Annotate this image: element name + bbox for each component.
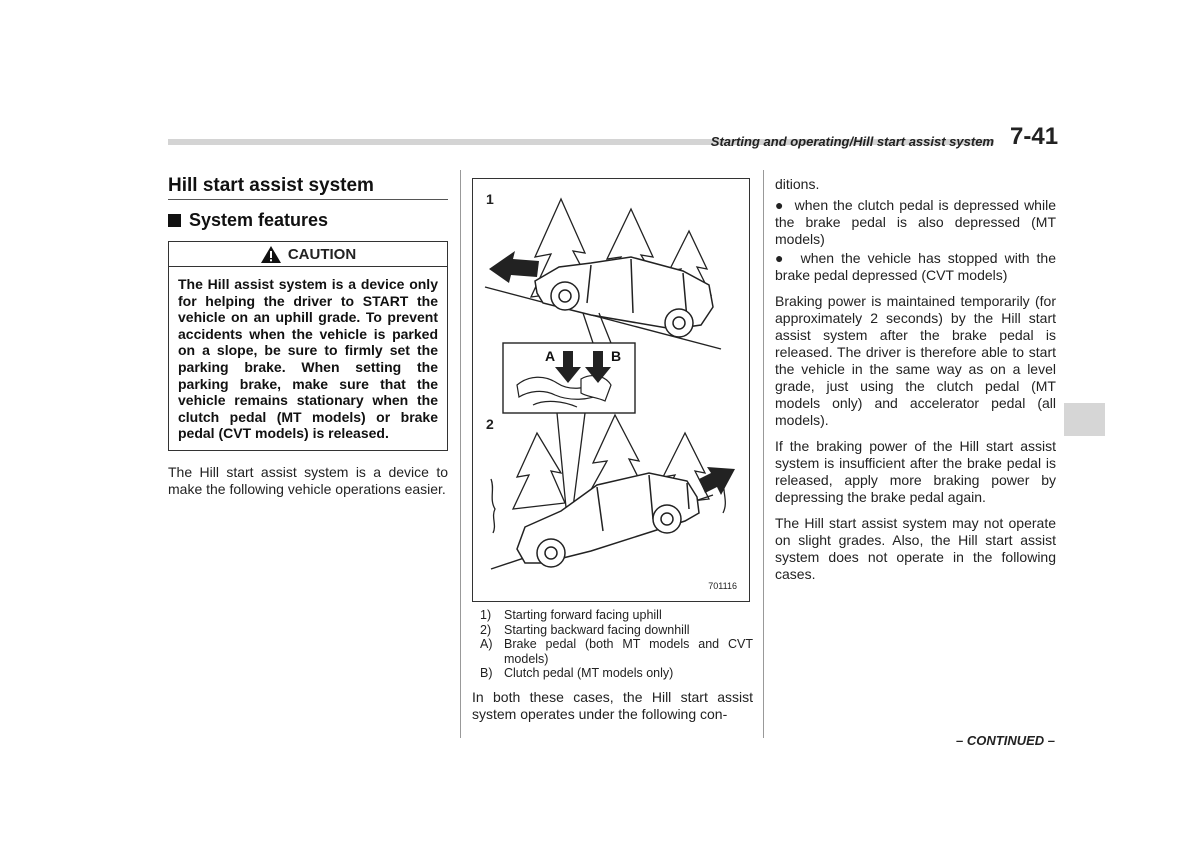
condition-bullet [775, 197, 1056, 248]
figure-legend [472, 608, 753, 681]
legend-text: Brake pedal (both MT models and CVT models) [504, 637, 753, 666]
section-heading: Hill start assist system [168, 175, 448, 200]
condition-text: when the vehicle has stopped with the brake pedal depressed (CVT models) [775, 250, 1056, 283]
insufficient-braking-paragraph: If the braking power of the Hill start assist system is insufficient after the brake pedal is released, apply more braking power by depressing the brake pedal again. [775, 438, 1056, 505]
legend-item [472, 666, 753, 681]
column-3 [775, 176, 1056, 592]
condition-text: when the clutch pedal is depressed while the brake pedal is also depressed (MT models) [775, 197, 1056, 247]
figure-label-a: A [545, 348, 556, 364]
column-1 [168, 175, 448, 507]
legend-item [472, 608, 753, 623]
continuation-text: ditions. [775, 176, 820, 192]
legend-item [472, 637, 753, 666]
bullet-dot-icon: ● [775, 197, 795, 213]
direction-arrow-icon [489, 251, 539, 283]
legend-key: B) [480, 666, 493, 680]
bullet-dot-icon: ● [775, 250, 801, 266]
braking-power-paragraph: Braking power is maintained temporarily (for approximately 2 seconds) by the Hill start assist system after the brake pedal is released. The driver is therefore able to start the vehicle in the same way as on a level grade, just using the clutch pedal (MT models only) and accelerator pedal (all models). [775, 293, 1056, 428]
caution-header [169, 242, 447, 267]
legend-text: Clutch pedal (MT models only) [504, 666, 674, 680]
legend-text: Starting backward facing downhill [504, 622, 690, 637]
page-number: 7-41 [1010, 123, 1059, 150]
chapter-tab [1064, 403, 1105, 436]
legend-item [472, 623, 753, 638]
column-divider-left [460, 170, 461, 738]
column-2 [472, 178, 753, 732]
caution-box [168, 241, 448, 451]
legend-key: A) [480, 637, 493, 651]
continued-label: – CONTINUED – [956, 733, 1055, 748]
caution-label: CAUTION [287, 245, 357, 263]
condition-bullet [775, 250, 1056, 284]
subsection-heading-text: System features [189, 210, 329, 230]
figure-code: 701116 [708, 581, 737, 591]
column-divider-right [763, 170, 764, 738]
hill-start-illustration [473, 179, 749, 601]
section-title: Starting and operating/Hill start assist system [710, 134, 994, 149]
figure-label-2: 2 [486, 416, 494, 432]
legend-key: 1) [480, 608, 492, 622]
intro-paragraph: The Hill start assist system is a device to make the following vehicle operations easier. [168, 463, 448, 497]
hill-start-figure [472, 178, 750, 602]
caution-text: The Hill assist system is a device only for helping the driver to START the vehicle on an uphill grade. To prevent accidents when the vehicle is parked on a slope, be sure to firmly set the parking brake. When setting the parking brake, make sure that the vehicle remains stationary when the clutch pedal (MT models) or brake pedal (CVT models) is released. [178, 276, 438, 442]
figure-label-1: 1 [486, 191, 494, 207]
warning-triangle-icon [260, 245, 282, 264]
slight-grades-paragraph: The Hill start assist system may not operate on slight grades. Also, the Hill start assist system does not operate in the following cases. [775, 515, 1056, 582]
legend-text: Starting forward facing uphill [504, 608, 662, 622]
subsection-heading [168, 210, 448, 231]
cases-paragraph: In both these cases, the Hill start assist system operates under the following con- [472, 688, 753, 722]
legend-key: 2) [480, 622, 492, 637]
square-bullet-icon [168, 214, 181, 227]
figure-label-b: B [611, 348, 622, 364]
